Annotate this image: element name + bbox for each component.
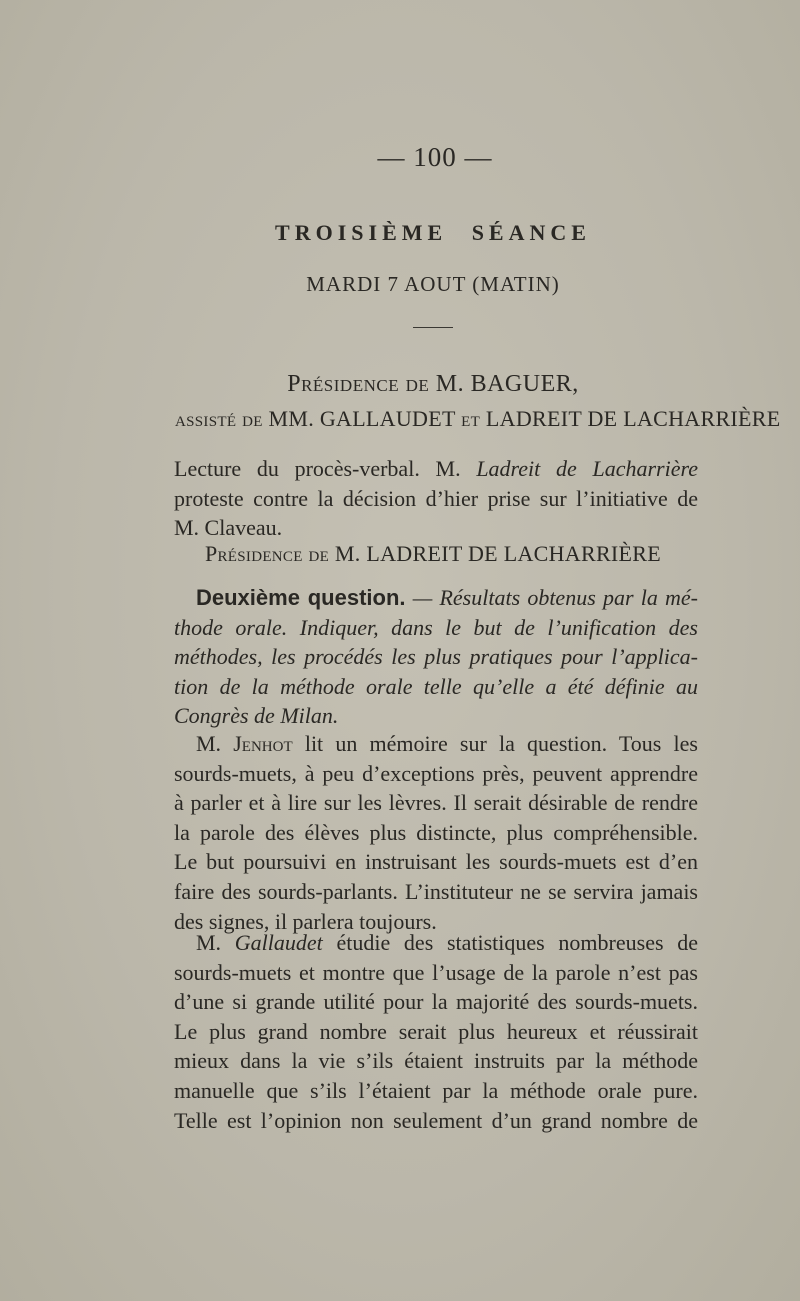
text-line: Le but poursuivi en instruisant les sourds-muets est d’en <box>174 849 698 875</box>
text-line: méthodes, les procédés les plus pratiques pour l’applica- <box>174 644 698 670</box>
name-italic: Ladreit de Lacharrière <box>476 456 698 481</box>
text-line: sourds-muets et montre que l’usage de la parole n’est pas <box>174 959 698 985</box>
text-line: faire des sourds-parlants. L’instituteur ne se servira jamais <box>174 878 698 904</box>
speaker-prefix: M. <box>196 930 235 955</box>
assisted-prefix: assisté de <box>175 406 263 431</box>
text-run: étudie des statistiques nombreuses de <box>322 930 698 955</box>
text-line: mieux dans la vie s’ils étaient instruits par la méthode <box>174 1048 698 1074</box>
text-run: Lecture du procès-verbal. M. <box>174 456 477 481</box>
page-number: — 100 — <box>377 142 493 172</box>
text-line: à parler et à lire sur les lèvres. Il serait désirable de rendre <box>174 790 698 816</box>
speaker-name: Gallaudet <box>234 930 323 955</box>
text-run: — Résultats obtenus par la mé- <box>405 585 698 610</box>
text-line: la parole des élèves plus distincte, plus compréhensible. <box>174 819 698 845</box>
text-line: thode orale. Indiquer, dans le but de l’unification des <box>174 614 698 640</box>
text-line: d’une si grande utilité pour la majorité des sourds-muets. <box>174 989 698 1015</box>
text-line: sourds-muets, à peu d’exceptions près, peuvent apprendre <box>174 760 698 786</box>
text-line: Telle est l’opinion non seulement d’un grand nombre de <box>174 1107 698 1133</box>
text-line <box>174 454 698 484</box>
text-line: proteste contre la décision d’hier prise sur l’initiative de <box>174 485 698 511</box>
assisted-by-line <box>175 406 781 432</box>
text-line: des signes, il parlera toujours. <box>174 908 437 934</box>
presidency-name: M. BAGUER, <box>435 371 579 397</box>
question-lead: Deuxième question. <box>196 585 406 610</box>
presidency-name: M. LADREIT DE LACHARRIÈRE <box>334 541 662 566</box>
paragraph-minutes <box>174 454 698 543</box>
section-title: TROISIÈME SÉANCE <box>275 220 591 245</box>
text-line: Le plus grand nombre serait plus heureux et réussirait <box>174 1018 698 1044</box>
assisted-names-2: LADREIT DE LACHARRIÈRE <box>485 406 781 431</box>
paragraph-gallaudet <box>174 928 698 1135</box>
session-date-text: MARDI 7 AOUT (MATIN) <box>306 272 560 296</box>
text-line: tion de la méthode orale telle qu’elle a été définie au <box>174 673 698 699</box>
presidency-prefix: Présidence de <box>204 541 330 566</box>
session-date <box>0 272 800 297</box>
presidency-heading-2 <box>0 541 800 567</box>
paragraph-jenhot <box>174 729 698 936</box>
divider-rule <box>413 327 453 328</box>
presidency-prefix: Présidence de <box>287 371 430 397</box>
text-run: lit un mémoire sur la question. Tous les <box>292 731 698 756</box>
text-line: manuelle que s’ils l’étaient par la méthode orale pure. <box>174 1077 698 1103</box>
text-line <box>174 928 698 958</box>
text-line: Congrès de Milan. <box>174 703 339 729</box>
presidency-heading-1 <box>0 371 800 398</box>
assisted-conjunction: et <box>461 406 481 431</box>
assisted-names-1: MM. GALLAUDET <box>268 406 456 431</box>
paragraph-question <box>174 583 698 731</box>
text-line: M. Claveau. <box>174 515 283 541</box>
text-line <box>174 729 698 759</box>
text-line <box>174 583 698 613</box>
speaker-name: M. Jenhot <box>196 731 293 756</box>
